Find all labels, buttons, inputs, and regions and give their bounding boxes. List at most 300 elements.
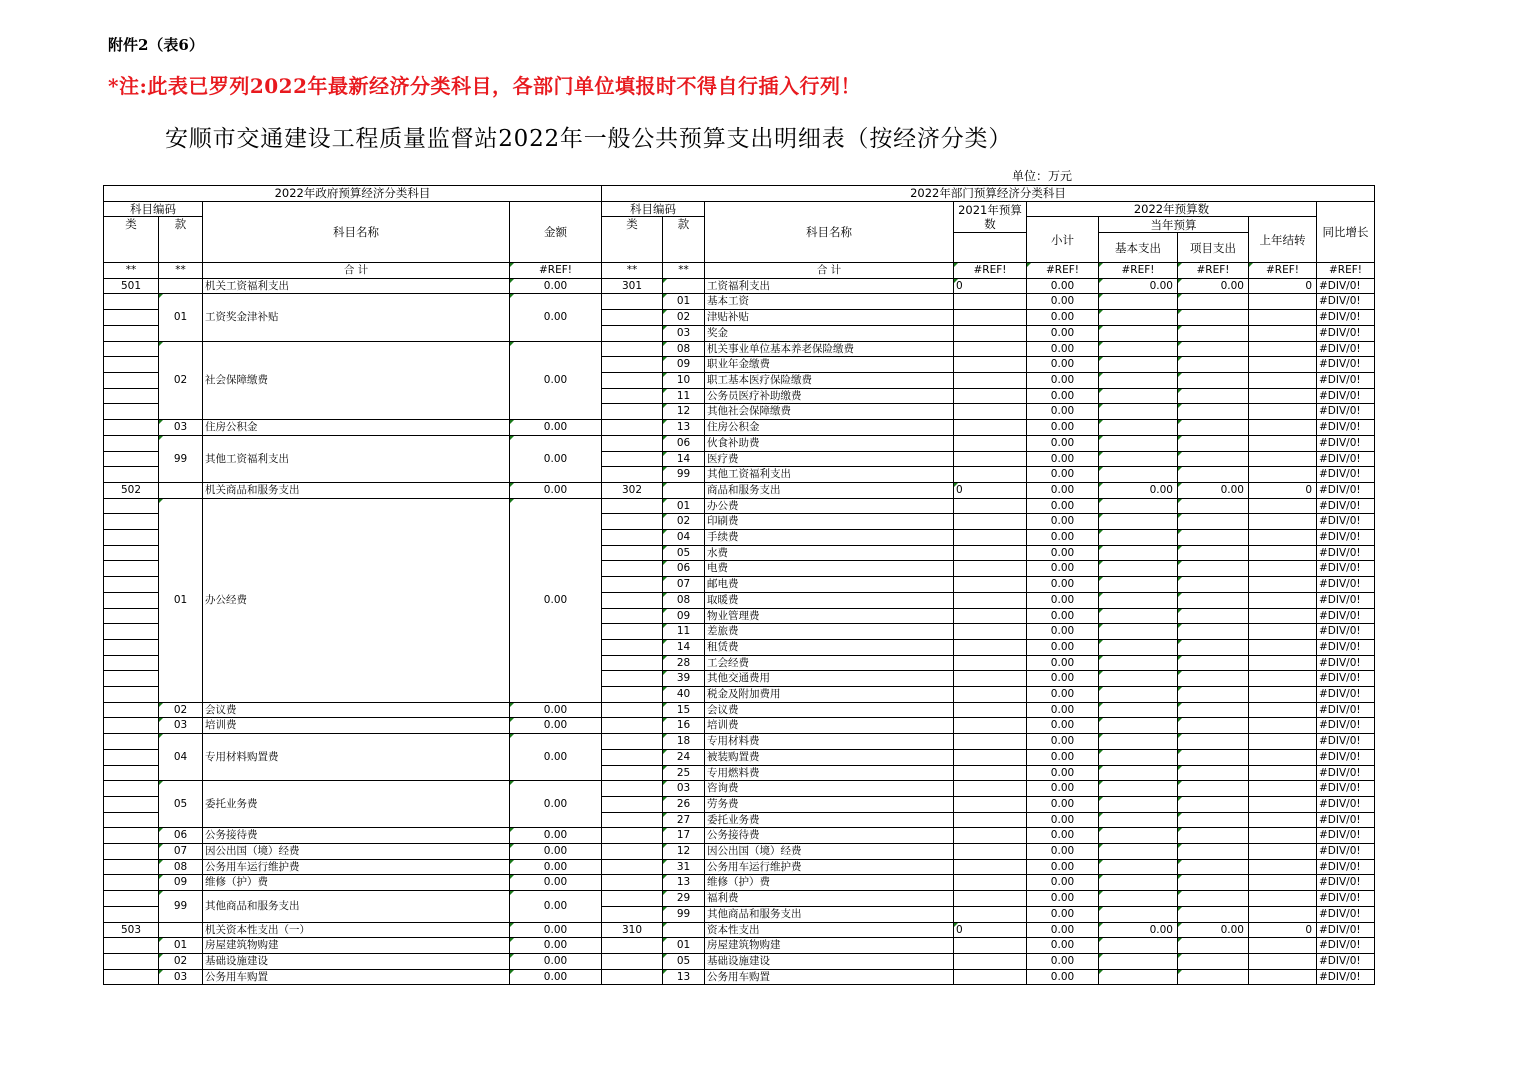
dept-lei-cell	[602, 796, 663, 812]
prev-year-cell	[954, 969, 1027, 985]
dept-name-cell: 水费	[705, 545, 954, 561]
yoy-cell: #DIV/0!	[1317, 294, 1375, 310]
gov-kuan-cell	[159, 482, 203, 498]
dept-lei-cell	[602, 765, 663, 781]
prev-year-cell	[954, 372, 1027, 388]
yoy-cell: #DIV/0!	[1317, 372, 1375, 388]
yoy-cell: #DIV/0!	[1317, 420, 1375, 436]
gov-lei-cell	[104, 859, 159, 875]
yoy-cell: #DIV/0!	[1317, 561, 1375, 577]
yoy-cell: #DIV/0!	[1317, 718, 1375, 734]
subtotal-cell: 0.00	[1027, 404, 1099, 420]
dept-kuan-cell: 03	[663, 325, 705, 341]
project-cell	[1178, 749, 1249, 765]
yoy-cell: #DIV/0!	[1317, 451, 1375, 467]
gov-amount-cell: 0.00	[510, 938, 602, 954]
prev-year-cell	[954, 954, 1027, 970]
yoy-cell: #DIV/0!	[1317, 592, 1375, 608]
dept-name-cell: 医疗费	[705, 451, 954, 467]
gov-lei-cell	[104, 372, 159, 388]
dept-name-cell: 其他商品和服务支出	[705, 906, 954, 922]
project-cell	[1178, 310, 1249, 326]
yoy-cell: #DIV/0!	[1317, 341, 1375, 357]
dept-lei-cell	[602, 372, 663, 388]
subtotal-cell: 0.00	[1027, 844, 1099, 860]
basic-cell	[1099, 938, 1178, 954]
table-row	[104, 938, 1375, 954]
basic-cell	[1099, 592, 1178, 608]
subtotal-cell: 0.00	[1027, 388, 1099, 404]
table-row	[104, 482, 1375, 498]
basic-cell	[1099, 467, 1178, 483]
dept-kuan-cell	[663, 278, 705, 294]
gov-amount-cell: 0.00	[510, 482, 602, 498]
dept-kuan-cell: 26	[663, 796, 705, 812]
project-cell	[1178, 828, 1249, 844]
total-project: #REF!	[1178, 263, 1249, 279]
gov-lei-cell	[104, 608, 159, 624]
carry-cell	[1249, 954, 1317, 970]
basic-cell	[1099, 687, 1178, 703]
dept-lei-cell	[602, 467, 663, 483]
dept-name-cell: 津贴补贴	[705, 310, 954, 326]
gov-lei-cell	[104, 498, 159, 514]
carry-cell	[1249, 498, 1317, 514]
gov-lei-cell	[104, 310, 159, 326]
gov-kuan-cell	[159, 278, 203, 294]
yoy-cell: #DIV/0!	[1317, 310, 1375, 326]
basic-cell	[1099, 875, 1178, 891]
dept-name-cell: 咨询费	[705, 781, 954, 797]
subtotal-cell: 0.00	[1027, 639, 1099, 655]
gov-amount-cell: 0.00	[510, 969, 602, 985]
dept-name-cell: 福利费	[705, 891, 954, 907]
subtotal-cell: 0.00	[1027, 781, 1099, 797]
yoy-cell: #DIV/0!	[1317, 954, 1375, 970]
dept-kuan-cell: 11	[663, 388, 705, 404]
gov-lei-cell	[104, 765, 159, 781]
dept-kuan-header: 款	[663, 217, 705, 263]
project-cell	[1178, 844, 1249, 860]
dept-name-header: 科目名称	[705, 201, 954, 262]
dept-name-cell: 税金及附加费用	[705, 687, 954, 703]
subtotal-cell: 0.00	[1027, 357, 1099, 373]
gov-lei-cell	[104, 325, 159, 341]
carry-cell	[1249, 655, 1317, 671]
dept-name-cell: 职工基本医疗保险缴费	[705, 372, 954, 388]
table-row	[104, 875, 1375, 891]
yoy-cell: #DIV/0!	[1317, 844, 1375, 860]
subtotal-cell: 0.00	[1027, 294, 1099, 310]
dept-kuan-cell: 25	[663, 765, 705, 781]
total-name: 合 计	[203, 263, 510, 279]
gov-amount-cell: 0.00	[510, 891, 602, 922]
yoy-cell: #DIV/0!	[1317, 796, 1375, 812]
dept-lei-cell	[602, 655, 663, 671]
prev-year-cell	[954, 592, 1027, 608]
gov-lei-cell	[104, 341, 159, 357]
prev-year-header: 2021年预算数	[954, 201, 1027, 232]
table-row	[104, 718, 1375, 734]
total-kuan: **	[159, 263, 203, 279]
gov-amount-cell: 0.00	[510, 278, 602, 294]
project-cell	[1178, 404, 1249, 420]
project-cell	[1178, 765, 1249, 781]
prev-year-subheader	[954, 233, 1027, 263]
basic-cell	[1099, 749, 1178, 765]
basic-cell	[1099, 498, 1178, 514]
dept-name-cell: 手续费	[705, 530, 954, 546]
gov-name-cell: 培训费	[203, 718, 510, 734]
gov-kuan-cell: 03	[159, 969, 203, 985]
table-row	[104, 828, 1375, 844]
yoy-cell: #DIV/0!	[1317, 639, 1375, 655]
dept-kuan-cell	[663, 922, 705, 938]
carry-cell	[1249, 718, 1317, 734]
gov-lei-cell	[104, 734, 159, 750]
gov-amount-cell: 0.00	[510, 922, 602, 938]
gov-amount-cell: 0.00	[510, 702, 602, 718]
dept-kuan-cell: 01	[663, 938, 705, 954]
basic-cell	[1099, 341, 1178, 357]
dept-name-cell: 房屋建筑物购建	[705, 938, 954, 954]
yoy-cell: #DIV/0!	[1317, 388, 1375, 404]
subtotal-cell: 0.00	[1027, 906, 1099, 922]
dept-name-cell: 取暖费	[705, 592, 954, 608]
yoy-cell: #DIV/0!	[1317, 891, 1375, 907]
carry-cell	[1249, 796, 1317, 812]
dept-name-cell: 专用材料费	[705, 734, 954, 750]
carry-cell	[1249, 906, 1317, 922]
yoy-cell: #DIV/0!	[1317, 749, 1375, 765]
project-cell	[1178, 969, 1249, 985]
gov-kuan-cell: 02	[159, 954, 203, 970]
basic-cell	[1099, 310, 1178, 326]
yoy-cell: #DIV/0!	[1317, 875, 1375, 891]
project-cell	[1178, 891, 1249, 907]
gov-amount-cell: 0.00	[510, 828, 602, 844]
subtotal-cell: 0.00	[1027, 372, 1099, 388]
table-row	[104, 341, 1375, 357]
dept-name-cell: 基础设施建设	[705, 954, 954, 970]
gov-lei-cell	[104, 530, 159, 546]
prev-year-cell	[954, 294, 1027, 310]
subtotal-cell: 0.00	[1027, 451, 1099, 467]
dept-lei-cell	[602, 325, 663, 341]
page-title: 安顺市交通建设工程质量监督站2022年一般公共预算支出明细表（按经济分类）	[165, 126, 1013, 152]
dept-name-cell: 委托业务费	[705, 812, 954, 828]
dept-kuan-cell: 31	[663, 859, 705, 875]
gov-name-cell: 工资奖金津补贴	[203, 294, 510, 341]
dept-lei-cell	[602, 702, 663, 718]
yoy-cell: #DIV/0!	[1317, 702, 1375, 718]
project-cell	[1178, 341, 1249, 357]
yoy-cell: #DIV/0!	[1317, 577, 1375, 593]
gov-name-cell: 机关商品和服务支出	[203, 482, 510, 498]
total-carry: #REF!	[1249, 263, 1317, 279]
carry-cell	[1249, 812, 1317, 828]
yoy-cell: #DIV/0!	[1317, 608, 1375, 624]
gov-kuan-cell: 04	[159, 734, 203, 781]
subtotal-cell: 0.00	[1027, 749, 1099, 765]
gov-lei-cell	[104, 624, 159, 640]
project-cell	[1178, 796, 1249, 812]
project-cell	[1178, 687, 1249, 703]
project-cell	[1178, 954, 1249, 970]
unit-label: 单位：万元	[1012, 169, 1073, 183]
dept-kuan-cell: 29	[663, 891, 705, 907]
gov-kuan-cell	[159, 922, 203, 938]
dept-name-cell: 劳务费	[705, 796, 954, 812]
project-cell: 0.00	[1178, 482, 1249, 498]
gov-lei-cell	[104, 812, 159, 828]
prev-year-cell	[954, 828, 1027, 844]
table-row	[104, 891, 1375, 907]
carry-cell	[1249, 310, 1317, 326]
prev-year-cell	[954, 639, 1027, 655]
prev-year-cell	[954, 420, 1027, 436]
dept-name-cell: 伙食补助费	[705, 435, 954, 451]
subtotal-cell: 0.00	[1027, 812, 1099, 828]
subtotal-cell: 0.00	[1027, 859, 1099, 875]
dept-kuan-cell: 14	[663, 639, 705, 655]
dept-lei-cell	[602, 310, 663, 326]
basic-cell	[1099, 530, 1178, 546]
table-row	[104, 278, 1375, 294]
gov-kuan-cell: 07	[159, 844, 203, 860]
table-row	[104, 435, 1375, 451]
project-cell	[1178, 906, 1249, 922]
carry-cell	[1249, 420, 1317, 436]
dept-name-cell: 维修（护）费	[705, 875, 954, 891]
gov-kuan-cell: 03	[159, 718, 203, 734]
project-cell	[1178, 388, 1249, 404]
subtotal-cell: 0.00	[1027, 608, 1099, 624]
prev-year-cell: 0	[954, 922, 1027, 938]
prev-year-cell	[954, 812, 1027, 828]
gov-name-cell: 机关资本性支出（一）	[203, 922, 510, 938]
yoy-cell: #DIV/0!	[1317, 278, 1375, 294]
dept-name-cell: 公务员医疗补助缴费	[705, 388, 954, 404]
carry-cell: 0	[1249, 482, 1317, 498]
project-cell: 0.00	[1178, 922, 1249, 938]
project-cell	[1178, 545, 1249, 561]
carry-cell	[1249, 624, 1317, 640]
gov-lei-cell	[104, 781, 159, 797]
project-cell	[1178, 420, 1249, 436]
gov-lei-cell	[104, 906, 159, 922]
prev-year-cell	[954, 514, 1027, 530]
prev-year-cell	[954, 891, 1027, 907]
yoy-cell: #DIV/0!	[1317, 655, 1375, 671]
gov-lei-cell	[104, 435, 159, 451]
subtotal-cell: 0.00	[1027, 875, 1099, 891]
dept-lei-cell: 310	[602, 922, 663, 938]
project-cell	[1178, 702, 1249, 718]
dept-kuan-cell: 13	[663, 875, 705, 891]
gov-amount-cell: 0.00	[510, 341, 602, 420]
warning-note: *注:此表已罗列2022年最新经济分类科目，各部门单位填报时不得自行插入行列！	[108, 74, 862, 98]
project-cell	[1178, 639, 1249, 655]
gov-kuan-cell: 01	[159, 498, 203, 702]
gov-amount-cell: 0.00	[510, 844, 602, 860]
gov-code-header: 科目编码	[104, 201, 203, 217]
dept-name-cell: 电费	[705, 561, 954, 577]
basic-cell	[1099, 718, 1178, 734]
prev-year-cell	[954, 859, 1027, 875]
dept-lei-cell	[602, 341, 663, 357]
project-cell	[1178, 467, 1249, 483]
dept-lei-cell	[602, 514, 663, 530]
basic-cell: 0.00	[1099, 482, 1178, 498]
gov-kuan-cell: 02	[159, 341, 203, 420]
gov-lei-cell	[104, 687, 159, 703]
dept-lei-cell	[602, 844, 663, 860]
yoy-cell: #DIV/0!	[1317, 781, 1375, 797]
dept-lei-cell	[602, 608, 663, 624]
yoy-cell: #DIV/0!	[1317, 357, 1375, 373]
prev-year-cell	[954, 718, 1027, 734]
prev-year-cell	[954, 435, 1027, 451]
gov-lei-cell	[104, 467, 159, 483]
basic-cell	[1099, 577, 1178, 593]
prev-year-cell	[954, 530, 1027, 546]
subtotal-cell: 0.00	[1027, 969, 1099, 985]
yoy-cell: #DIV/0!	[1317, 828, 1375, 844]
project-cell	[1178, 781, 1249, 797]
gov-kuan-cell: 05	[159, 781, 203, 828]
basic-cell	[1099, 294, 1178, 310]
project-cell	[1178, 734, 1249, 750]
basic-cell	[1099, 859, 1178, 875]
carry-cell	[1249, 608, 1317, 624]
gov-lei-cell: 501	[104, 278, 159, 294]
carry-cell	[1249, 341, 1317, 357]
dept-lei-cell	[602, 592, 663, 608]
prev-year-cell	[954, 844, 1027, 860]
basic-cell	[1099, 451, 1178, 467]
carry-cell	[1249, 388, 1317, 404]
dept-name-cell: 奖金	[705, 325, 954, 341]
project-header: 项目支出	[1178, 233, 1249, 263]
gov-lei-cell	[104, 828, 159, 844]
basic-cell	[1099, 388, 1178, 404]
carry-cell	[1249, 530, 1317, 546]
carry-cell	[1249, 702, 1317, 718]
carry-cell	[1249, 372, 1317, 388]
yoy-cell: #DIV/0!	[1317, 530, 1375, 546]
dept-name-cell: 职业年金缴费	[705, 357, 954, 373]
basic-cell	[1099, 734, 1178, 750]
dept-lei-cell	[602, 891, 663, 907]
yoy-header: 同比增长	[1317, 201, 1375, 262]
dept-lei-cell	[602, 357, 663, 373]
dept-name-cell: 物业管理费	[705, 608, 954, 624]
subtotal-cell: 0.00	[1027, 671, 1099, 687]
gov-lei-cell	[104, 938, 159, 954]
yoy-cell: #DIV/0!	[1317, 325, 1375, 341]
prev-year-cell	[954, 404, 1027, 420]
prev-year-cell	[954, 451, 1027, 467]
dept-kuan-cell: 13	[663, 969, 705, 985]
gov-kuan-cell: 09	[159, 875, 203, 891]
dept-kuan-cell: 14	[663, 451, 705, 467]
dept-name-cell: 资本性支出	[705, 922, 954, 938]
gov-lei-cell	[104, 749, 159, 765]
dept-lei-cell	[602, 749, 663, 765]
dept-name-cell: 住房公积金	[705, 420, 954, 436]
dept-lei-cell	[602, 875, 663, 891]
dept-lei-cell	[602, 828, 663, 844]
project-cell	[1178, 592, 1249, 608]
gov-name-cell: 维修（护）费	[203, 875, 510, 891]
total-amount: #REF!	[510, 263, 602, 279]
dept-name-cell: 邮电费	[705, 577, 954, 593]
subtotal-cell: 0.00	[1027, 954, 1099, 970]
dept-lei-header: 类	[602, 217, 663, 263]
dept-lei-cell	[602, 718, 663, 734]
dept-name-cell: 公务接待费	[705, 828, 954, 844]
yoy-cell: #DIV/0!	[1317, 812, 1375, 828]
basic-cell	[1099, 514, 1178, 530]
basic-header: 基本支出	[1099, 233, 1178, 263]
gov-lei-cell	[104, 420, 159, 436]
dept-name-cell: 工资福利支出	[705, 278, 954, 294]
gov-name-cell: 专用材料购置费	[203, 734, 510, 781]
budget-table	[103, 185, 1375, 985]
dept-group-header: 2022年部门预算经济分类科目	[602, 186, 1375, 202]
yoy-cell: #DIV/0!	[1317, 514, 1375, 530]
project-cell	[1178, 451, 1249, 467]
carry-cell	[1249, 545, 1317, 561]
prev-year-cell	[954, 561, 1027, 577]
gov-kuan-cell: 02	[159, 702, 203, 718]
dept-kuan-cell: 01	[663, 294, 705, 310]
dept-kuan-cell: 05	[663, 954, 705, 970]
gov-lei-cell	[104, 561, 159, 577]
table-row	[104, 954, 1375, 970]
subtotal-cell: 0.00	[1027, 498, 1099, 514]
dept-lei-cell	[602, 906, 663, 922]
basic-cell: 0.00	[1099, 278, 1178, 294]
basic-cell	[1099, 906, 1178, 922]
subtotal-cell: 0.00	[1027, 420, 1099, 436]
gov-lei-cell	[104, 844, 159, 860]
table-row	[104, 969, 1375, 985]
dept-name-cell: 其他社会保障缴费	[705, 404, 954, 420]
carry-cell: 0	[1249, 922, 1317, 938]
subtotal-header: 小计	[1027, 217, 1099, 263]
gov-lei-cell	[104, 655, 159, 671]
gov-lei-cell	[104, 875, 159, 891]
yoy-cell: #DIV/0!	[1317, 482, 1375, 498]
dept-kuan-cell: 28	[663, 655, 705, 671]
dept-name-cell: 基本工资	[705, 294, 954, 310]
dept-kuan-cell: 04	[663, 530, 705, 546]
dept-kuan-cell	[663, 482, 705, 498]
table-row	[104, 859, 1375, 875]
dept-name-cell: 机关事业单位基本养老保险缴费	[705, 341, 954, 357]
basic-cell	[1099, 435, 1178, 451]
dept-kuan-cell: 13	[663, 420, 705, 436]
yoy-cell: #DIV/0!	[1317, 765, 1375, 781]
subtotal-cell: 0.00	[1027, 545, 1099, 561]
prev-year-cell	[954, 734, 1027, 750]
project-cell	[1178, 294, 1249, 310]
subtotal-cell: 0.00	[1027, 687, 1099, 703]
gov-lei-header: 类	[104, 217, 159, 263]
prev-year-cell	[954, 765, 1027, 781]
